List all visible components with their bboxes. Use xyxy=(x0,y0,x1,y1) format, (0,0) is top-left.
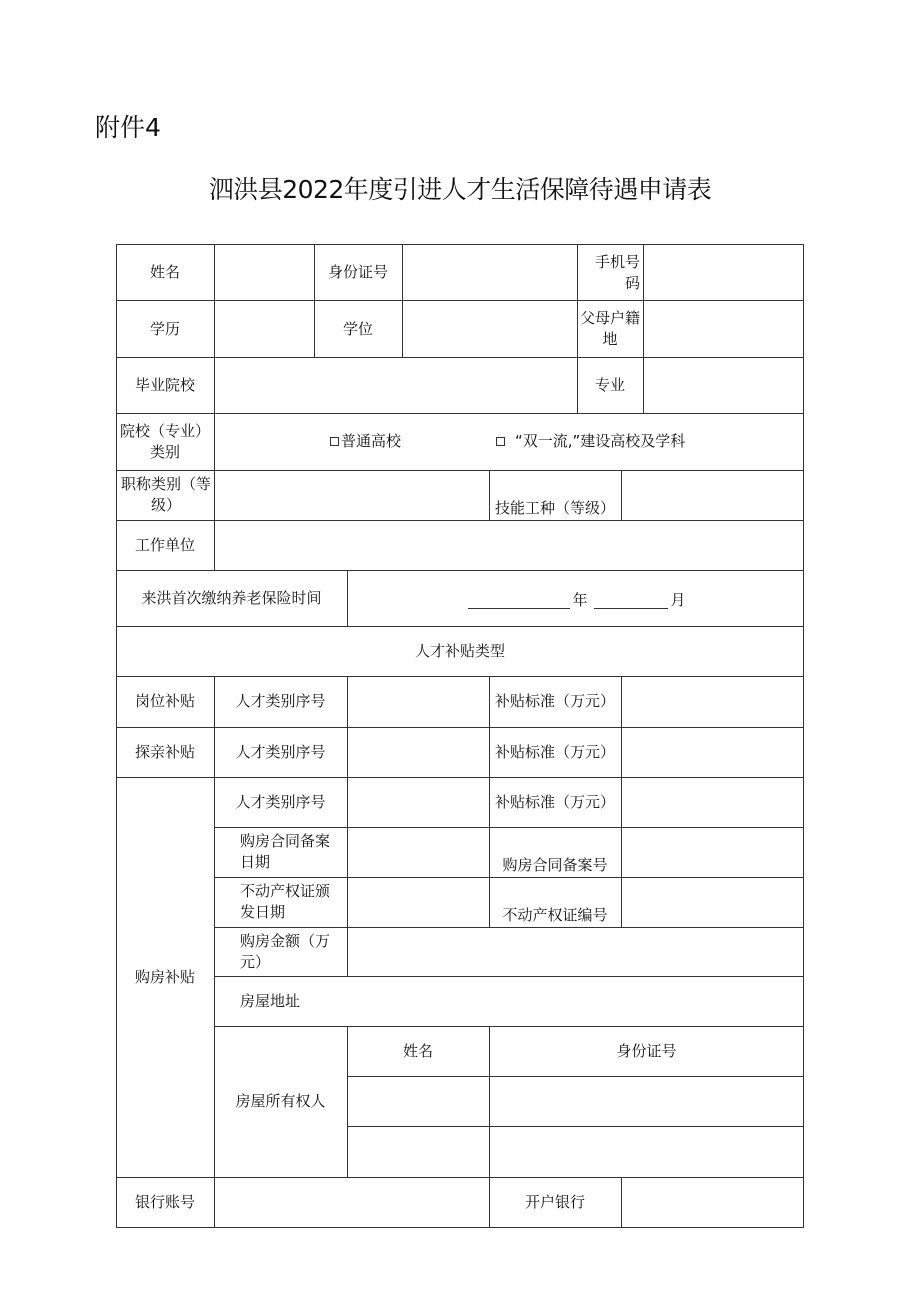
label-major: 专业 xyxy=(594,375,625,394)
degree-input[interactable] xyxy=(403,301,577,357)
label-name: 姓名 xyxy=(149,263,180,281)
row-divider xyxy=(348,1126,804,1127)
phone-input[interactable] xyxy=(644,245,803,300)
label-owner-id: 身份证号 xyxy=(616,1041,677,1060)
label-visit-subsidy: 探亲补贴 xyxy=(134,742,195,761)
form-title: 泗洪县2022年度引进人才生活保障待遇申请表 xyxy=(208,175,712,204)
label-id-number: 身份证号 xyxy=(327,263,388,281)
bank-account-input[interactable] xyxy=(215,1178,489,1227)
label-property-date: 不动产权证颁发日期 xyxy=(240,882,331,921)
label-owner-name: 姓名 xyxy=(402,1041,433,1060)
label-talent-seq: 人才类别序号 xyxy=(235,792,326,811)
option-regular-university[interactable] xyxy=(330,413,450,470)
label-property-no: 不动产权证编号 xyxy=(502,905,608,924)
title-category-input[interactable] xyxy=(215,471,489,520)
label-amount: 购房金额（万元） xyxy=(240,931,331,971)
skill-type-input[interactable] xyxy=(622,471,803,520)
label-month: 月 xyxy=(670,590,686,609)
label-phone: 手机号码 xyxy=(594,252,640,292)
col-divider xyxy=(347,570,348,626)
option-regular-label: 普通高校 xyxy=(341,432,402,450)
label-housing-subsidy: 购房补贴 xyxy=(134,967,195,986)
month-blank[interactable] xyxy=(594,608,668,609)
col-divider xyxy=(347,676,348,976)
option-double-first-label: “双一流,”建设高校及学科 xyxy=(515,432,686,450)
attachment-label: 附件4 xyxy=(95,113,161,142)
label-school: 毕业院校 xyxy=(134,375,195,394)
bank-input[interactable] xyxy=(622,1178,803,1227)
label-skill-type: 技能工种（等级） xyxy=(494,498,615,517)
year-blank[interactable] xyxy=(468,608,570,609)
col-divider xyxy=(621,676,622,927)
parent-hukou-input[interactable] xyxy=(644,301,803,357)
work-unit-input[interactable] xyxy=(215,521,803,570)
label-owner: 房屋所有权人 xyxy=(235,1092,326,1110)
label-contract-date: 购房合同备案日期 xyxy=(240,832,331,871)
option-double-first-class[interactable] xyxy=(496,413,756,470)
label-school-category: 院校（专业）类别 xyxy=(119,421,210,461)
education-input[interactable] xyxy=(215,301,314,357)
label-subsidy-std: 补贴标准（万元） xyxy=(494,692,615,710)
row-divider xyxy=(348,1076,804,1077)
label-bank-account: 银行账号 xyxy=(134,1193,195,1211)
label-bank: 开户银行 xyxy=(524,1193,585,1211)
checkbox-icon[interactable] xyxy=(496,437,505,446)
name-input[interactable] xyxy=(215,245,314,300)
label-subsidy-std: 补贴标准（万元） xyxy=(494,792,615,811)
label-talent-seq: 人才类别序号 xyxy=(235,692,326,710)
school-input[interactable] xyxy=(215,358,577,413)
label-title-category: 职称类别（等级） xyxy=(120,475,211,514)
id-number-input[interactable] xyxy=(403,245,577,300)
label-year: 年 xyxy=(572,590,588,609)
label-talent-seq: 人才类别序号 xyxy=(235,742,326,761)
label-parent-hukou: 父母户籍地 xyxy=(579,309,640,348)
label-subsidy-std: 补贴标准（万元） xyxy=(494,742,615,761)
checkbox-icon[interactable] xyxy=(330,437,339,446)
label-contract-no: 购房合同备案号 xyxy=(502,855,608,874)
major-input[interactable] xyxy=(644,358,803,413)
label-work-unit: 工作单位 xyxy=(134,535,195,554)
label-education: 学历 xyxy=(149,319,180,338)
label-pension-time: 来洪首次缴纳养老保险时间 xyxy=(141,588,322,607)
label-address: 房屋地址 xyxy=(240,991,301,1010)
label-degree: 学位 xyxy=(342,319,373,338)
label-post-subsidy: 岗位补贴 xyxy=(134,692,195,710)
label-subsidy-type: 人才补贴类型 xyxy=(414,641,505,660)
